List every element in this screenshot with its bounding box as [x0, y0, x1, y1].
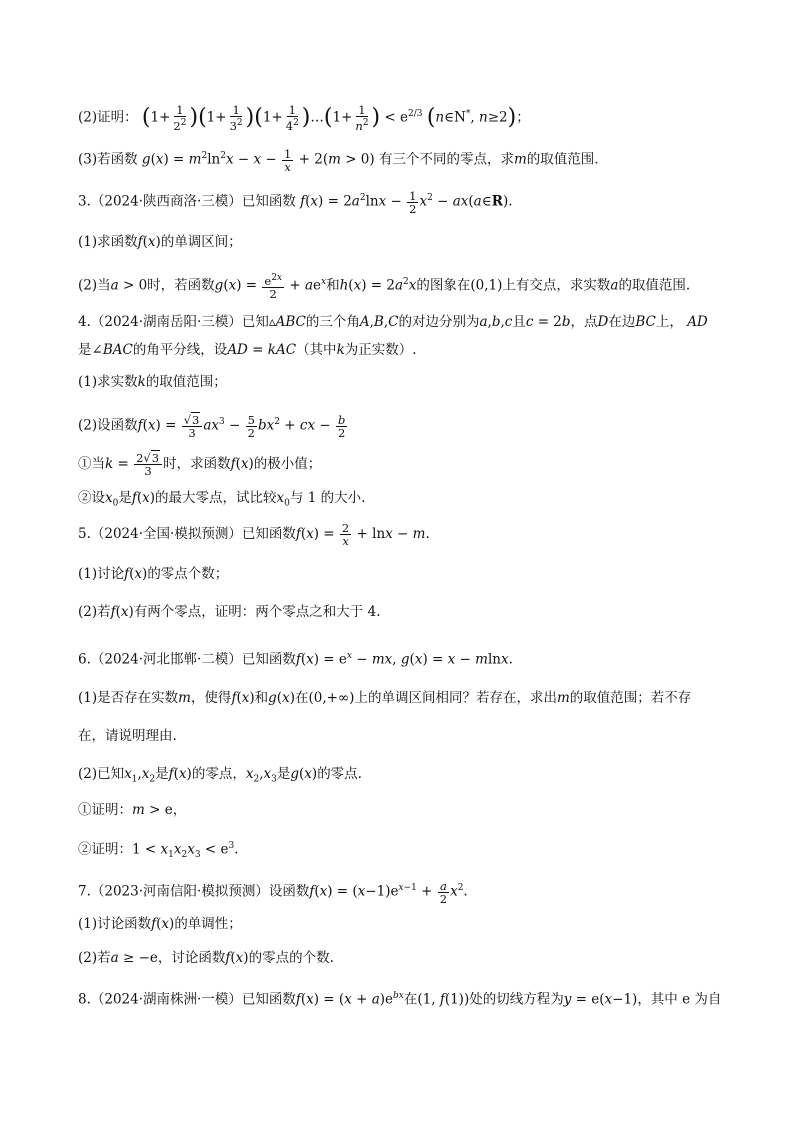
text: 的对边分别为: [398, 314, 480, 330]
text: (1)讨论: [78, 566, 125, 582]
q7-part2: (2)若a ≥ −e，讨论函数f(x)的零点的个数.: [78, 950, 334, 966]
text: ②设: [78, 490, 105, 506]
text: 的零点个数；: [147, 566, 229, 582]
text: 5.（2024·全国·模拟预测）已知函数: [78, 526, 296, 542]
text: 在: [403, 991, 418, 1008]
text: 和: [254, 690, 269, 706]
text: 处的切线方程为: [469, 991, 564, 1008]
text: 有三个不同的零点，求: [378, 151, 514, 168]
text: 在，请说明理由.: [78, 728, 177, 744]
text: 与 1 的大小.: [289, 490, 366, 506]
text: 的单调性；: [174, 916, 242, 932]
text: （其中: [296, 342, 337, 358]
q4-part2: (2)设函数f(x) = $\frac{√3}{3}$ $ax^3$ − $\frac{5}{2}$ $bx^2$ + cx − $\frac{b}{2}$: [78, 412, 346, 440]
text: 时，求函数: [163, 456, 231, 472]
text: 有两个零点，证明：两个零点之和大于 4.: [133, 604, 381, 620]
q6-part2: (2)已知$x_1,x_2$是f(x)的零点，$x_2,x_3$是g(x)的零点.: [78, 766, 362, 785]
text: 的单调区间；: [160, 234, 242, 250]
q5-stem: 5.（2024·全国·模拟预测）已知函数f(x) = $\frac{2}{x}$ + lnx − m.: [78, 521, 430, 548]
text: 是: [276, 766, 291, 782]
text: (1)求实数: [78, 374, 138, 390]
q3-part1: (1)求函数f(x)的单调区间；: [78, 234, 242, 250]
text: 是: [155, 766, 169, 782]
text: ，讨论函数: [157, 950, 226, 966]
text: 的图象在: [416, 277, 471, 294]
text: 上，: [655, 314, 683, 330]
q4-sub2: ②设$x_0$是f(x)的最大零点，试比较$x_0$与 1 的大小.: [78, 490, 366, 509]
q3-part2: (2)当a > 0时，若函数g(x) = $\frac{e^{2x}}{2}$ + $ae^x$和$h(x) = 2a^2x$的图象在(0,1)上有交点，求实数a的取值范围.: [78, 273, 691, 301]
q6-sub2: ②证明：$1 < x_1x_2x_3 < e^3$.: [78, 841, 239, 861]
q3-stem: 3.（2024·陕西商洛·三模）已知函数 $f(x) = 2a^2\ln x$ − $\frac{1}{2}$ $x^2$ − ax(a∈R).: [78, 188, 513, 216]
text: 3.（2024·陕西商洛·三模）已知函数: [78, 193, 296, 210]
text: 上的单调区间相同？若存在，求出: [354, 690, 557, 706]
text: 在边: [608, 314, 636, 330]
text: ②证明：: [78, 841, 132, 858]
text: 的取值范围.: [618, 277, 691, 294]
q4-sub1: ①当k = $\frac{2√3}{3}$ 时，求函数f(x)的极小值；: [78, 451, 322, 478]
q6-sub1: ①证明：m > e，: [78, 802, 187, 818]
text: (2)若: [78, 950, 111, 966]
text: ①证明：: [78, 802, 132, 818]
text: ；: [516, 109, 530, 126]
text: (2)已知: [78, 766, 125, 782]
text: 是: [118, 490, 132, 506]
q4-part1: (1)求实数k的取值范围；: [78, 374, 227, 390]
text: 的取值范围.: [526, 151, 599, 168]
text: ，其中 e 为自: [637, 991, 722, 1008]
text: 是: [78, 342, 92, 358]
q7-part1: (1)讨论函数f(x)的单调性；: [78, 916, 242, 932]
text: 的取值范围；若不存: [569, 690, 692, 706]
text: (2)若: [78, 604, 111, 620]
text: 的取值范围；: [145, 374, 227, 390]
text: (1)是否存在实数: [78, 690, 179, 706]
text: (1)求函数: [78, 234, 138, 250]
text: ①当: [78, 456, 105, 472]
text: 7.（2023·河南信阳·模拟预测）设函数: [78, 883, 310, 900]
text: (2)当: [78, 277, 111, 294]
text: ，点: [570, 314, 598, 330]
q6-part1: (1)是否存在实数m，使得f(x)和g(x)在(0,+∞)上的单调区间相同？若存在，求出m的取值范围；若不存: [78, 690, 692, 706]
text: 和: [326, 277, 340, 294]
q2-part2: (2)证明： (1+ $\frac{1}{2^2}$ )(1+ $\frac{1}{3^2}$ )(1+ $\frac{1}{4^2}$ )…(1+ $\frac{1}{n^2}$ ) < $e^{2/3}$ (n∈N*, n≥2)；: [78, 103, 530, 133]
q4-stem-line2: 是∠BAC的角平分线，设AD = kAC（其中k为正实数）.: [78, 342, 417, 358]
text: 时，若函数: [147, 277, 215, 294]
text: 为正实数）.: [344, 342, 417, 358]
q4-stem: 4.（2024·湖南岳阳·三模）已知▵ABC的三个角A,B,C的对边分别为a,b,c且c = 2b，点D在边BC上， AD: [78, 314, 708, 330]
text: ，使得: [190, 690, 232, 706]
text: 的最大零点，试比较: [155, 490, 277, 506]
q7-stem: 7.（2023·河南信阳·模拟预测）设函数$f(x) = (x-1)e^{x-1}$ + $\frac{a}{2}$ $x^2$.: [78, 878, 468, 906]
text: 的零点.: [317, 766, 362, 782]
q5-part2: (2)若f(x)有两个零点，证明：两个零点之和大于 4.: [78, 604, 381, 620]
text: 的极小值；: [253, 456, 322, 472]
text: (2)设函数: [78, 417, 138, 434]
q6-stem: 6.（2024·河北邯郸·二模）已知函数$f(x) = e^x$ − mx, g(x) = x − mlnx.: [78, 651, 513, 668]
text: (3)若函数: [78, 151, 138, 168]
text: 的三个角: [305, 314, 360, 330]
q5-part1: (1)讨论f(x)的零点个数；: [78, 566, 229, 582]
text: 且: [512, 314, 526, 330]
text: 的零点，: [191, 766, 246, 782]
q6-part1-line2: [78, 726, 754, 746]
text: (1)讨论函数: [78, 916, 152, 932]
text: 上有交点，求实数: [502, 277, 611, 294]
text: 的零点的个数.: [248, 950, 334, 966]
text: 在: [294, 690, 309, 706]
text: 的角平分线，设: [132, 342, 228, 358]
text: (2)证明：: [78, 109, 138, 126]
text: 4.（2024·湖南岳阳·三模）已知: [78, 314, 269, 330]
q8-stem: 8.（2024·湖南株洲·一模）已知函数$f(x) = (x + a)e^{bx}$在(1, f(1))处的切线方程为y = e(x−1)，其中 e 为自: [78, 991, 722, 1008]
q2-part3: (3)若函数 $g(x) = m^2\ln^2x - x$ − $\frac{1}{x}$ + 2(m > 0) 有三个不同的零点，求m的取值范围.: [78, 146, 599, 174]
text: 6.（2024·河北邯郸·二模）已知函数: [78, 651, 296, 668]
text: 8.（2024·湖南株洲·一模）已知函数: [78, 991, 296, 1008]
